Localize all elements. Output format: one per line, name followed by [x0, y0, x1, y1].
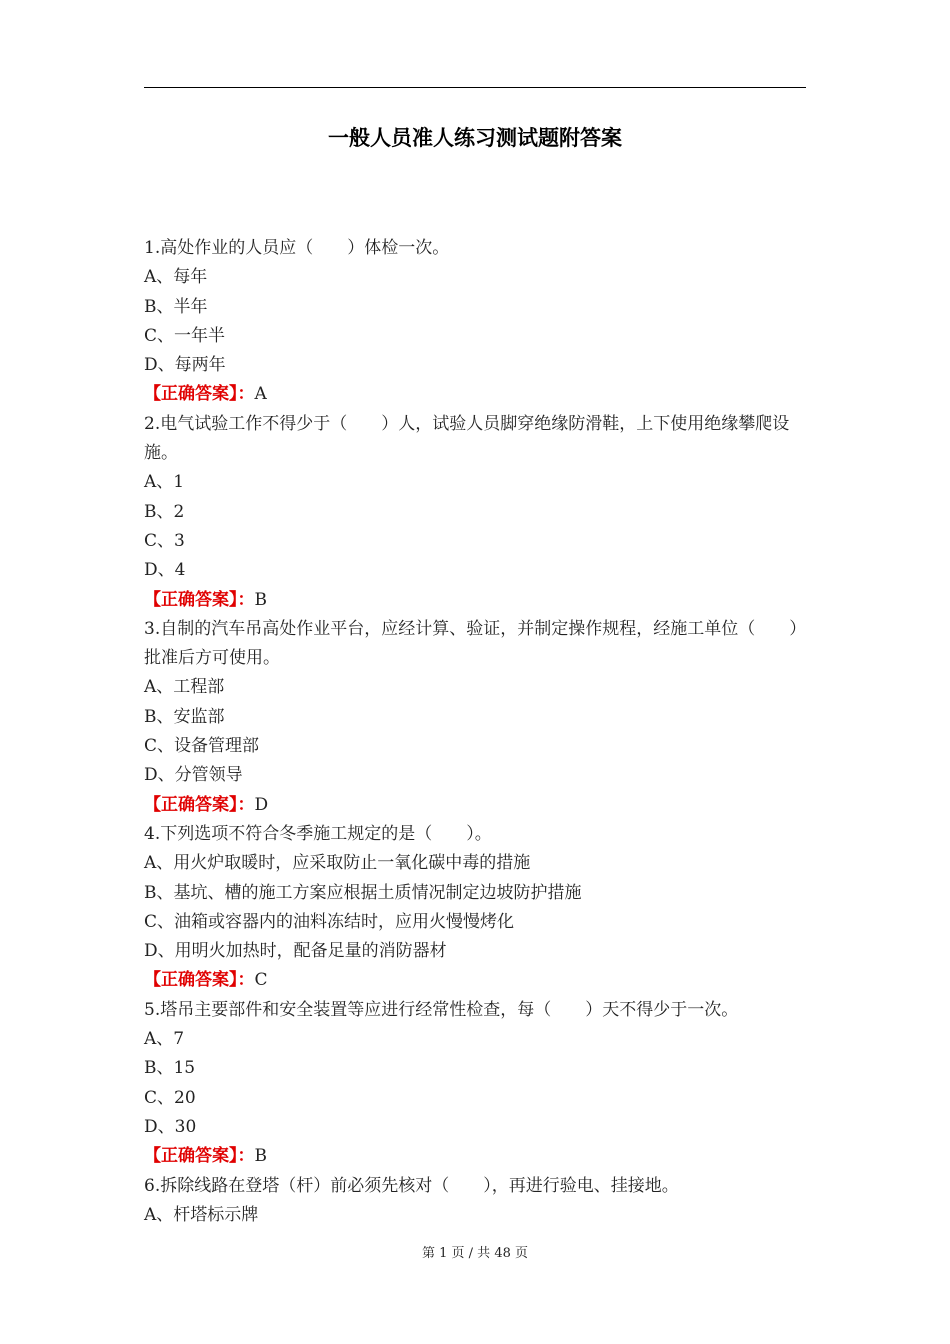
option-b: B、安监部	[144, 706, 225, 727]
option-a: A、每年	[144, 267, 208, 288]
correct-answer	[144, 380, 808, 409]
answer-value: B	[254, 1146, 267, 1167]
answer-label: 【正确答案】：	[144, 589, 255, 610]
option-c: C、20	[144, 1087, 196, 1108]
question-stem: 2.电气试验工作不得少于（ ）人，试验人员脚穿绝缘防滑鞋，上下使用绝缘攀爬设施。	[144, 413, 790, 464]
document-title: 一般人员准人练习测试题附答案	[328, 126, 622, 150]
option-b: B、15	[144, 1058, 196, 1079]
answer-label: 【正确答案】：	[144, 970, 255, 991]
question-stem: 5.塔吊主要部件和安全装置等应进行经常性检查，每（ ）天不得少于一次。	[144, 999, 739, 1020]
correct-answer	[144, 1142, 808, 1171]
option-b: B、半年	[144, 296, 208, 317]
option-d: D、分管领导	[144, 765, 243, 786]
option-b: B、基坑、槽的施工方案应根据土质情况制定边坡防护措施	[144, 882, 582, 903]
question-stem: 3.自制的汽车吊高处作业平台，应经计算、验证，并制定操作规程，经施工单位（ ）批准后方可使用。	[144, 618, 807, 669]
option-a: A、1	[144, 472, 185, 493]
question-1	[144, 234, 808, 410]
correct-answer	[144, 791, 808, 820]
option-c: C、设备管理部	[144, 736, 260, 757]
option-c: C、3	[144, 530, 185, 551]
answer-value: D	[254, 794, 269, 815]
option-d: D、用明火加热时，配备足量的消防器材	[144, 941, 447, 962]
question-stem: 6.拆除线路在登塔（杆）前必须先核对（ ），再进行验电、挂接地。	[144, 1175, 679, 1196]
answer-value: A	[254, 384, 267, 405]
question-3	[144, 615, 808, 820]
question-6	[144, 1172, 808, 1231]
option-d: D、30	[144, 1116, 197, 1137]
option-c: C、油箱或容器内的油料冻结时，应用火慢慢烤化	[144, 911, 515, 932]
question-4	[144, 820, 808, 996]
option-a: A、7	[144, 1029, 185, 1050]
correct-answer	[144, 966, 808, 995]
option-a: A、用火炉取暖时，应采取防止一氧化碳中毒的措施	[144, 853, 531, 874]
question-stem: 4.下列选项不符合冬季施工规定的是（ ）。	[144, 823, 492, 844]
question-stem: 1.高处作业的人员应（ ）体检一次。	[144, 238, 450, 258]
option-a: A、杆塔标示牌	[144, 1204, 259, 1225]
answer-label: 【正确答案】：	[144, 794, 255, 815]
answer-value: C	[254, 970, 268, 991]
answer-label: 【正确答案】：	[144, 384, 255, 405]
option-b: B、2	[144, 501, 185, 522]
correct-answer	[144, 586, 808, 615]
answer-value: B	[254, 589, 267, 610]
question-5	[144, 996, 808, 1172]
option-d: D、4	[144, 560, 186, 581]
option-a: A、工程部	[144, 677, 225, 698]
header-rule	[144, 87, 806, 88]
question-2	[144, 410, 808, 615]
option-c: C、一年半	[144, 325, 226, 346]
question-list	[144, 234, 808, 1230]
option-d: D、每两年	[144, 355, 226, 376]
page-footer: 第 1 页 / 共 48 页	[422, 1246, 528, 1261]
answer-label: 【正确答案】：	[144, 1146, 255, 1167]
